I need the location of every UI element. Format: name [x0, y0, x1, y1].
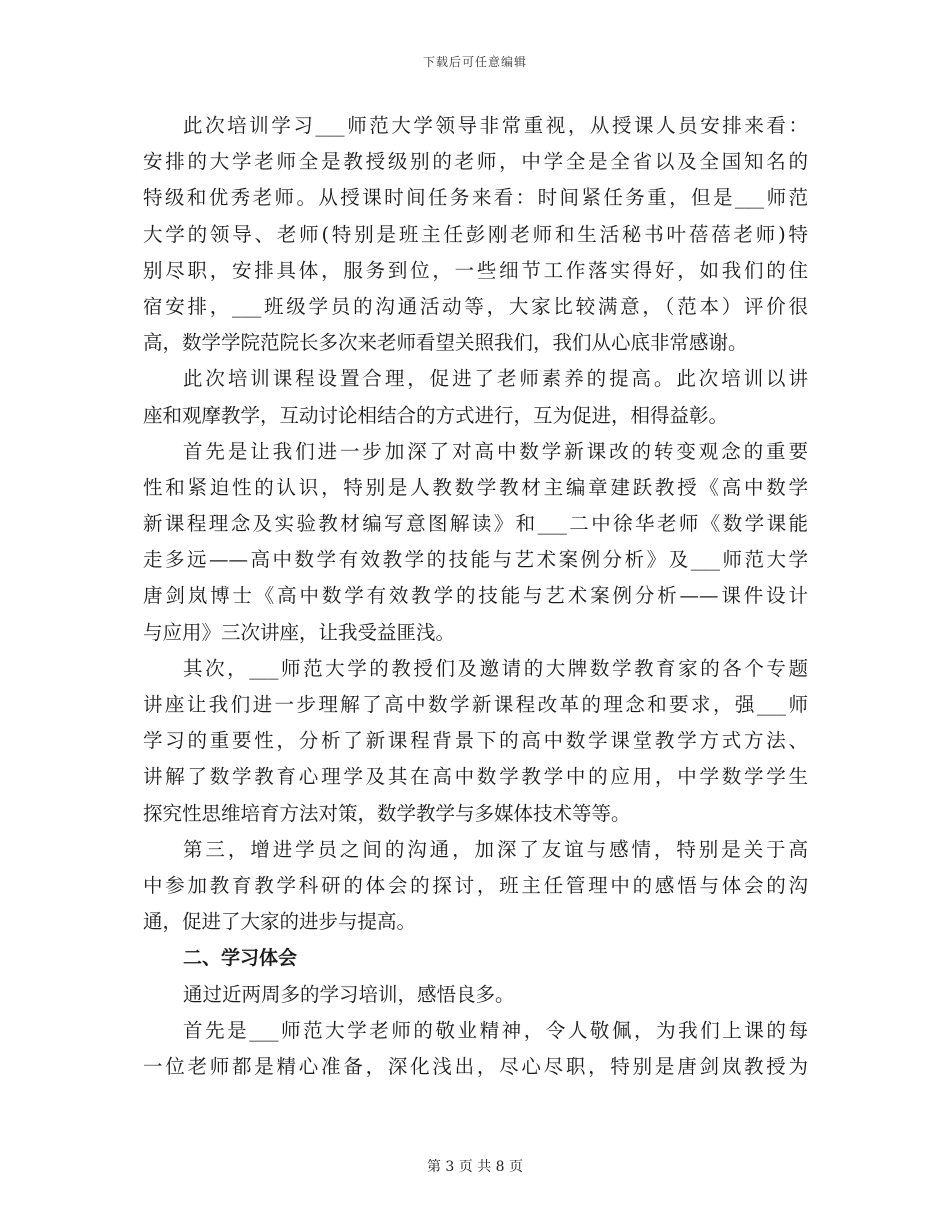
text-line: 一位老师都是精心准备，深化浅出，尽心尽职，特别是唐剑岚教授为	[143, 1054, 808, 1078]
text-line: 此次培训课程设置合理，促进了老师素养的提高。此次培训以讲	[183, 367, 808, 391]
text-line: 与应用》三次讲座，让我受益匪浅。	[143, 620, 456, 644]
text-line: 中参加教育教学科研的体会的探讨，班主任管理中的感悟与体会的沟	[143, 873, 808, 897]
page-header: 下载后可任意编辑	[422, 55, 527, 69]
text-line: 探究性思维培育方法对策，数学教学与多媒体技术等等。	[143, 801, 631, 825]
text-line: 性和紧迫性的认识，特别是人教数学教材主编章建跃教授《高中数学	[143, 475, 808, 499]
text-line: 首先是让我们进一步加深了对高中数学新课改的转变观念的重要	[183, 439, 808, 463]
text-line: 通过近两周多的学习培训，感悟良多。	[183, 982, 515, 1006]
text-line: 走多远——高中数学有效教学的技能与艺术案例分析》及___师范大学	[143, 548, 808, 572]
text-line: 讲解了数学教育心理学及其在高中数学教学中的应用，中学数学学生	[143, 765, 808, 789]
text-line: 新课程理念及实验教材编写意图解读》和___二中徐华老师《数学课能	[143, 512, 808, 536]
text-line: 讲座让我们进一步理解了高中数学新课程改革的理念和要求，强___师	[143, 693, 808, 716]
text-line: 座和观摩教学，互动讨论相结合的方式进行，互为促进，相得益彰。	[143, 403, 729, 427]
page-footer: 第 3 页 共 8 页	[426, 1159, 524, 1175]
text-line: 第三，增进学员之间的沟通，加深了友谊与感情，特别是关于高	[183, 837, 808, 861]
text-line: 此次培训学习___师范大学领导非常重视，从授课人员安排来看：	[183, 114, 808, 137]
section-heading: 二、学习体会	[183, 947, 298, 970]
text-line: 高，数学学院范院长多次来老师看望关照我们，我们从心底非常感谢。	[143, 331, 748, 355]
text-line: 安排的大学老师全是教授级别的老师，中学全是全省以及全国知名的	[143, 150, 808, 174]
document-body	[143, 108, 808, 1085]
text-line: 大学的领导、老师(特别是班主任彭刚老师和生活秘书叶蓓蓓老师)特	[143, 222, 808, 246]
text-line: 其次，___师范大学的教授们及邀请的大牌数学教育家的各个专题	[183, 656, 808, 680]
text-line: 唐剑岚博士《高中数学有效教学的技能与艺术案例分析——课件设计	[143, 584, 808, 608]
text-line: 通，促进了大家的进步与提高。	[143, 910, 417, 934]
text-line: 首先是___师范大学老师的敬业精神，令人敬佩，为我们上课的每	[183, 1018, 808, 1042]
text-line: 学习的重要性，分析了新课程背景下的高中数学课堂教学方式方法、	[143, 729, 808, 753]
text-line: 别尽职，安排具体，服务到位，一些细节工作落实得好，如我们的住	[143, 258, 808, 282]
text-line: 宿安排，___班级学员的沟通活动等，大家比较满意，（范本）评价很	[143, 294, 808, 318]
text-line: 特级和优秀老师。从授课时间任务来看：时间紧任务重，但是___师范	[143, 186, 808, 210]
